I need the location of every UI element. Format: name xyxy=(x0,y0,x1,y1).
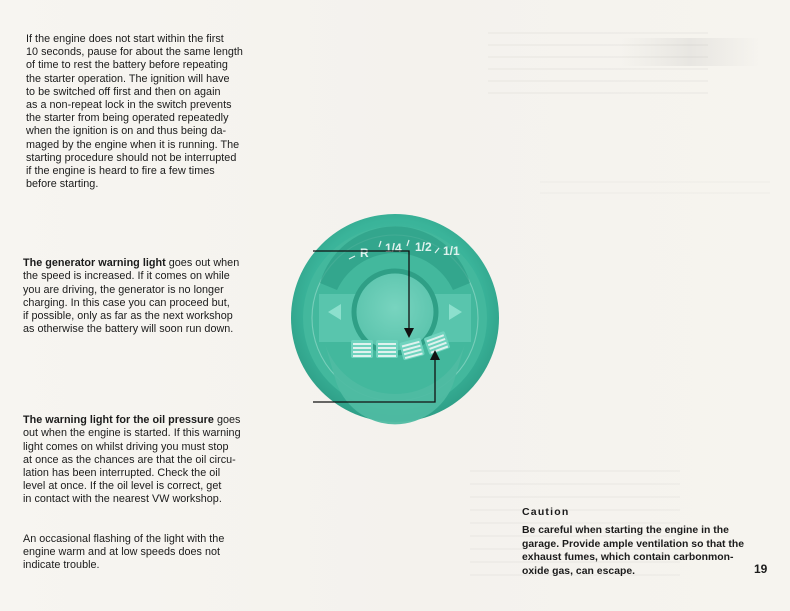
occasional-flashing-paragraph: An occasional flashing of the light with the engine warm and at low speeds does not indicate trouble. xyxy=(23,533,225,572)
oil-pressure-warning-light-description: goes out when the engine is started. If this warning light comes on whilst driving you must stop at once as the chances are that the oil circu- lation has been interrupted. Check the oil level at once. If the oil level is correct, get in contact with the nearest VW workshop. xyxy=(23,414,241,506)
caution-heading: Caution xyxy=(522,506,570,518)
generator-paragraph xyxy=(23,244,258,336)
oil-pressure-warning-light-title: The warning light for the oil pressure xyxy=(23,414,214,427)
page-number: 19 xyxy=(754,562,768,576)
gauge-label-quarter: 1/4 xyxy=(385,241,402,255)
gauge-label-full: 1/1 xyxy=(443,244,460,258)
caution-text: Be careful when starting the engine in the garage. Provide ample ventilation so that the exhaust fumes, which contain carbonmon- oxide gas, can escape. xyxy=(522,525,745,577)
bleed-through-text-middle xyxy=(540,172,770,200)
gauge-label-half: 1/2 xyxy=(415,240,432,254)
bleed-through-heading xyxy=(620,38,760,66)
oil-paragraph xyxy=(23,401,258,507)
generator-warning-light-description: goes out when the speed is increased. If it comes on while you are driving, the generator is no longer charging. In this case you can proceed but, if possible, only as far as the next workshop as otherwise the battery will soon run down. xyxy=(23,257,240,336)
fuel-gauge-illustration xyxy=(285,208,505,428)
gauge-label-r: R xyxy=(360,246,369,260)
intro-paragraph: If the engine does not start within the first 10 seconds, pause for about the same length of time to rest the battery before repeating the starter operation. The ignition will have to be switched off first and then on again as a non-repeat lock in the switch prevents the starter from being operated repeatedly when the ignition is on and thus being da- maged by the engine when it is running. The starting procedure should not be interrupted if the engine is heard to fire a few times before starting. xyxy=(26,33,243,191)
generator-warning-light-title: The generator warning light xyxy=(23,257,166,270)
